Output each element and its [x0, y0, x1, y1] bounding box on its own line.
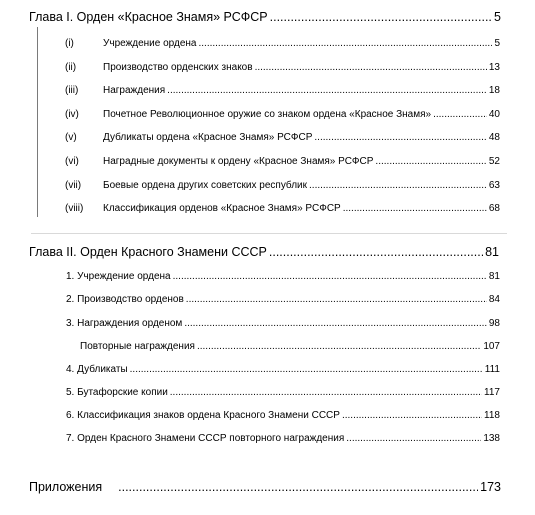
chapter-1-heading [29, 10, 501, 24]
chapter-1-item [103, 62, 500, 73]
dot-leader [170, 387, 482, 398]
item-title: Наградные документы к ордену «Красное Знамя» РСФСР [103, 156, 374, 167]
chapter-2-subitem [80, 341, 500, 352]
item-title: 4. Дубликаты [66, 364, 128, 375]
appendix-heading [29, 480, 501, 494]
dot-leader [269, 245, 483, 259]
item-page: 98 [488, 318, 500, 329]
chapter-1-item [103, 85, 500, 96]
item-title: 2. Производство орденов [66, 294, 184, 305]
item-number: (vii) [65, 180, 82, 191]
item-page: 81 [488, 271, 500, 282]
item-title: Боевые ордена других советских республик [103, 180, 308, 191]
chapter-2-page: 81 [485, 245, 499, 259]
item-title: 5. Бутафорские копии [66, 387, 168, 398]
item-page: 111 [484, 364, 500, 375]
chapter-2-item [66, 271, 500, 282]
chapter-2-item [66, 410, 500, 421]
item-title: Производство орденских знаков [103, 62, 253, 73]
item-title: 1. Учреждение ордена [66, 271, 171, 282]
item-page: 63 [488, 180, 500, 191]
item-title: Почетное Революционное оружие со знаком ордена «Красное Знамя» [103, 109, 432, 120]
dot-leader [270, 10, 492, 24]
chapter-2-title: Глава II. Орден Красного Знамени СССР [29, 245, 267, 259]
dot-leader [346, 433, 481, 444]
item-number: (i) [65, 38, 74, 49]
dot-leader [130, 364, 483, 375]
dot-leader [255, 62, 487, 73]
item-number: (viii) [65, 203, 84, 214]
dot-leader [118, 480, 478, 494]
item-number: (iv) [65, 109, 79, 120]
item-page: 40 [488, 109, 500, 120]
chapter-1-item [103, 109, 500, 120]
dot-leader [167, 85, 487, 96]
chapter-1-item [103, 180, 500, 191]
item-page: 107 [483, 341, 500, 352]
chapter-1-vertical-rule [37, 27, 38, 217]
item-page: 52 [488, 156, 500, 167]
chapter-1-item [103, 38, 500, 49]
item-page: 18 [488, 85, 500, 96]
item-title: Награждения [103, 85, 166, 96]
dot-leader [375, 156, 486, 167]
item-title: Учреждение ордена [103, 38, 197, 49]
chapter-1-item [103, 132, 500, 143]
chapter-2-heading [29, 245, 499, 259]
chapter-2-item [66, 294, 500, 305]
item-title: Повторные награждения [80, 341, 195, 352]
item-number: (ii) [65, 62, 77, 73]
item-number: (vi) [65, 156, 79, 167]
dot-leader [342, 410, 482, 421]
item-title: 7. Орден Красного Знамени СССР повторного награждения [66, 433, 345, 444]
chapter-1-item [103, 203, 500, 214]
item-page: 118 [484, 410, 500, 421]
dot-leader [343, 203, 487, 214]
item-page: 84 [488, 294, 500, 305]
dot-leader [184, 318, 487, 329]
item-page: 117 [484, 387, 500, 398]
item-page: 48 [488, 132, 500, 143]
chapter-1-item [103, 156, 500, 167]
item-number: (v) [65, 132, 77, 143]
item-number: (iii) [65, 85, 79, 96]
item-title: Дубликаты ордена «Красное Знамя» РСФСР [103, 132, 313, 143]
item-title: Классификация орденов «Красное Знамя» РСФСР [103, 203, 341, 214]
dot-leader [309, 180, 487, 191]
chapter-1-page: 5 [494, 10, 501, 24]
chapter-2-item [66, 364, 500, 375]
dot-leader [314, 132, 486, 143]
chapter-2-item [66, 433, 500, 444]
chapter-2-item [66, 318, 500, 329]
section-divider [31, 233, 507, 234]
dot-leader [186, 294, 487, 305]
item-page: 138 [483, 433, 500, 444]
item-page: 68 [488, 203, 500, 214]
item-page: 13 [488, 62, 500, 73]
item-title: 6. Классификация знаков ордена Красного Знамени СССР [66, 410, 340, 421]
dot-leader [197, 341, 481, 352]
item-page: 5 [494, 38, 500, 49]
appendix-title: Приложения [29, 480, 103, 494]
appendix-page: 173 [480, 480, 501, 494]
chapter-2-item [66, 387, 500, 398]
dot-leader [433, 109, 487, 120]
dot-leader [173, 271, 487, 282]
dot-leader [198, 38, 492, 49]
item-title: 3. Награждения орденом [66, 318, 183, 329]
chapter-1-title: Глава I. Орден «Красное Знамя» РСФСР [29, 10, 268, 24]
